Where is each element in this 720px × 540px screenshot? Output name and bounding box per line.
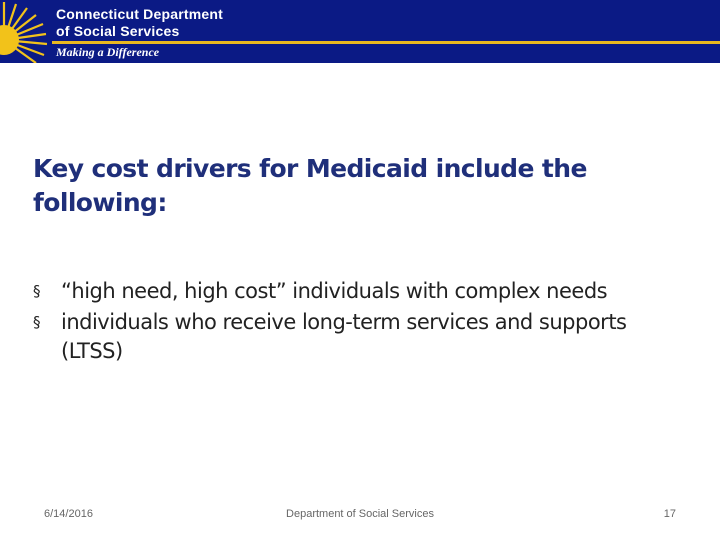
tagline: Making a Difference <box>56 45 160 59</box>
bullet-item <box>33 277 693 306</box>
bullet-marker-icon: § <box>33 313 40 331</box>
org-name-line1: Connecticut Department <box>56 6 223 22</box>
page-number: 17 <box>663 508 676 520</box>
bullet-text: individuals who receive long-term services and supports (LTSS) <box>61 310 627 363</box>
bullet-item <box>33 308 693 366</box>
header-divider <box>52 41 720 44</box>
footer-department: Department of Social Services <box>286 508 434 520</box>
bullet-marker-icon: § <box>33 282 40 300</box>
bullet-list <box>33 277 693 368</box>
bullet-text: “high need, high cost” individuals with complex needs <box>61 279 608 303</box>
slide-title: Key cost drivers for Medicaid include the following: <box>33 154 587 217</box>
header-banner <box>0 0 720 63</box>
footer-date: 6/14/2016 <box>44 508 93 520</box>
sunburst-icon <box>0 0 60 63</box>
org-name-line2: of Social Services <box>56 23 180 39</box>
